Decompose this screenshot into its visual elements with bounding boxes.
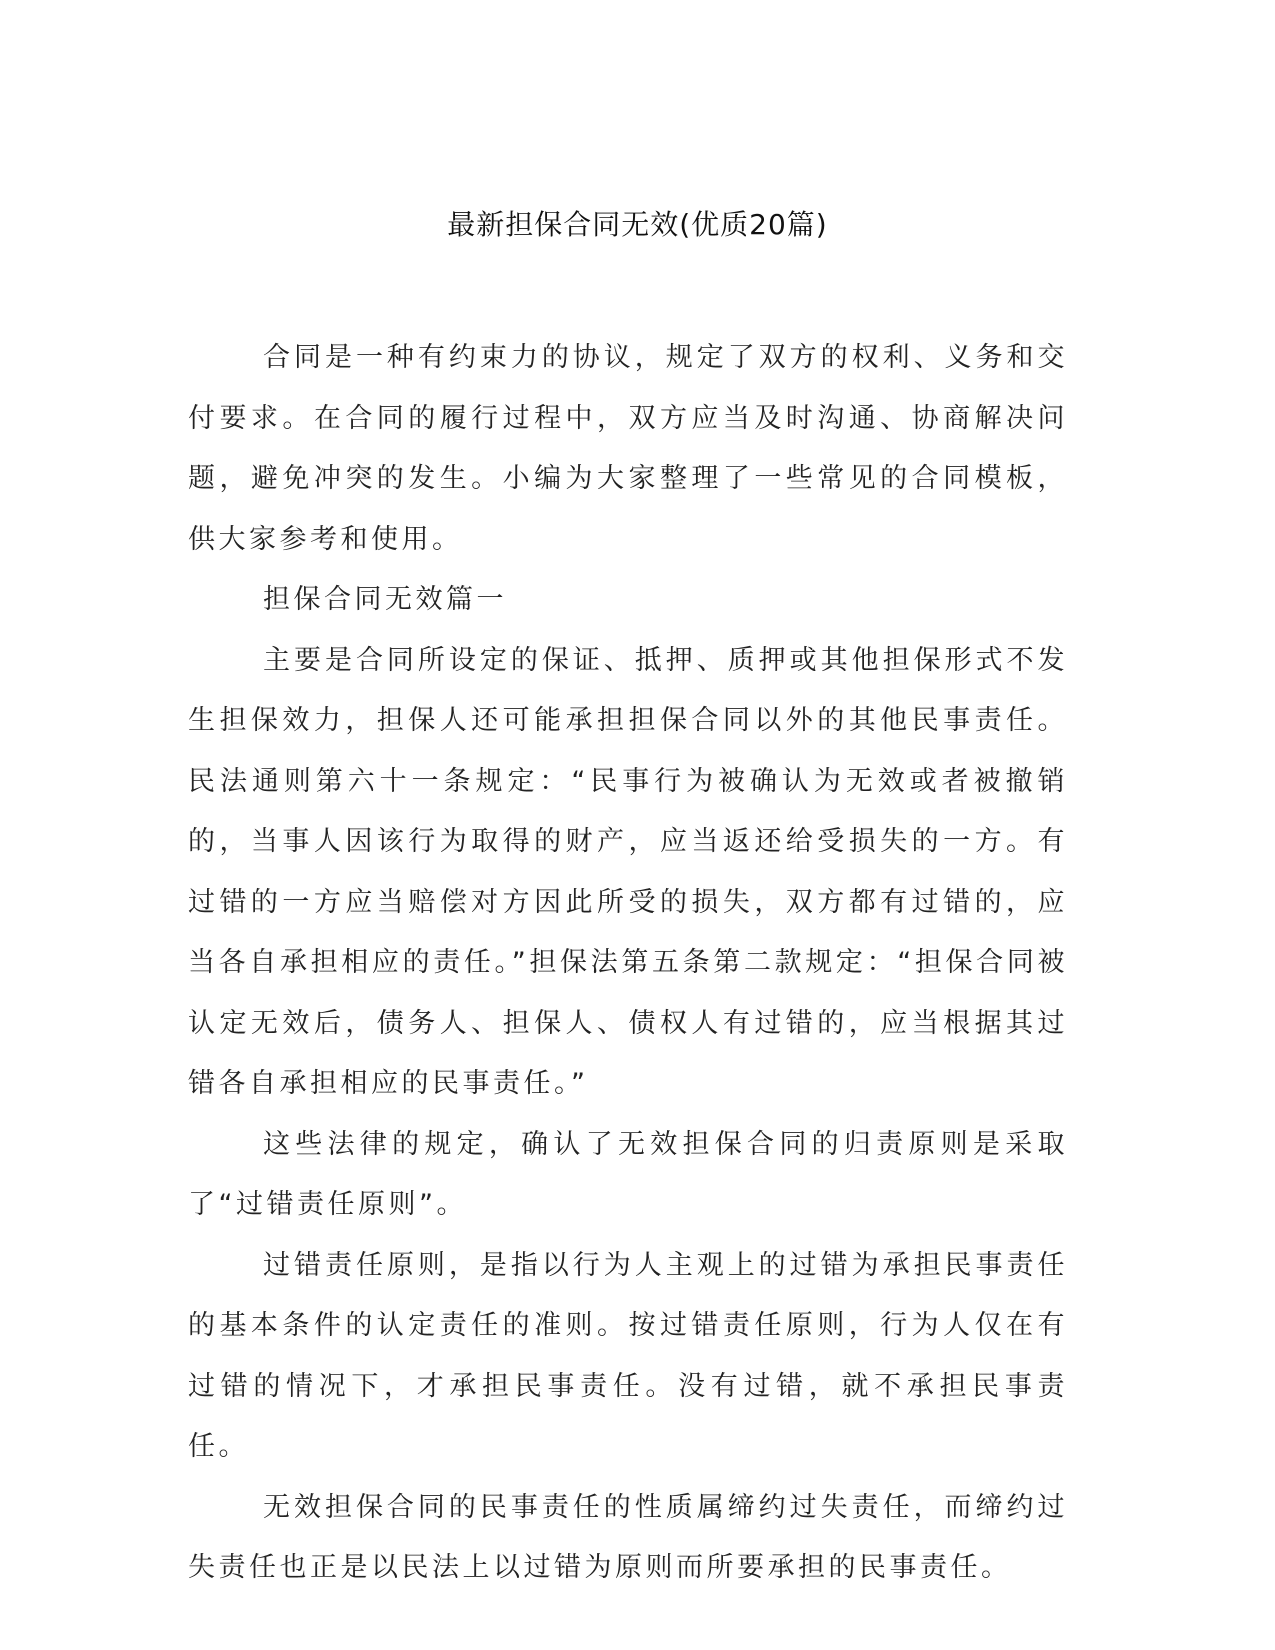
document-title: 最新担保合同无效(优质20篇) xyxy=(447,208,828,241)
section-heading: 担保合同无效篇一 xyxy=(263,584,507,615)
document-body xyxy=(188,328,1068,1599)
body-paragraph: 主要是合同所设定的保证、抵押、质押或其他担保形式不发生担保效力，担保人还可能承担担保合同以外的其他民事责任。民法通则第六十一条规定：“民事行为被确认为无效或者被撤销的，当事人因该行为取得的财产，应当返还给受损失的一方。有过错的一方应当赔偿对方因此所受的损失，双方都有过错的，应当各自承担相应的责任。”担保法第五条第二款规定：“担保合同被认定无效后，债务人、担保人、债权人有过错的，应当根据其过错各自承担相应的民事责任。” xyxy=(188,644,1068,1099)
intro-paragraph: 合同是一种有约束力的协议，规定了双方的权利、义务和交付要求。在合同的履行过程中，双方应当及时沟通、协商解决问题，避免冲突的发生。小编为大家整理了一些常见的合同模板，供大家参考和使用。 xyxy=(188,342,1068,555)
body-paragraph: 这些法律的规定，确认了无效担保合同的归责原则是采取了“过错责任原则”。 xyxy=(188,1128,1068,1220)
body-paragraph: 过错责任原则，是指以行为人主观上的过错为承担民事责任的基本条件的认定责任的准则。按过错责任原则，行为人仅在有过错的情况下，才承担民事责任。没有过错，就不承担民事责任。 xyxy=(188,1249,1068,1462)
body-paragraph: 无效担保合同的民事责任的性质属缔约过失责任，而缔约过失责任也正是以民法上以过错为原则而所要承担的民事责任。 xyxy=(188,1491,1068,1583)
